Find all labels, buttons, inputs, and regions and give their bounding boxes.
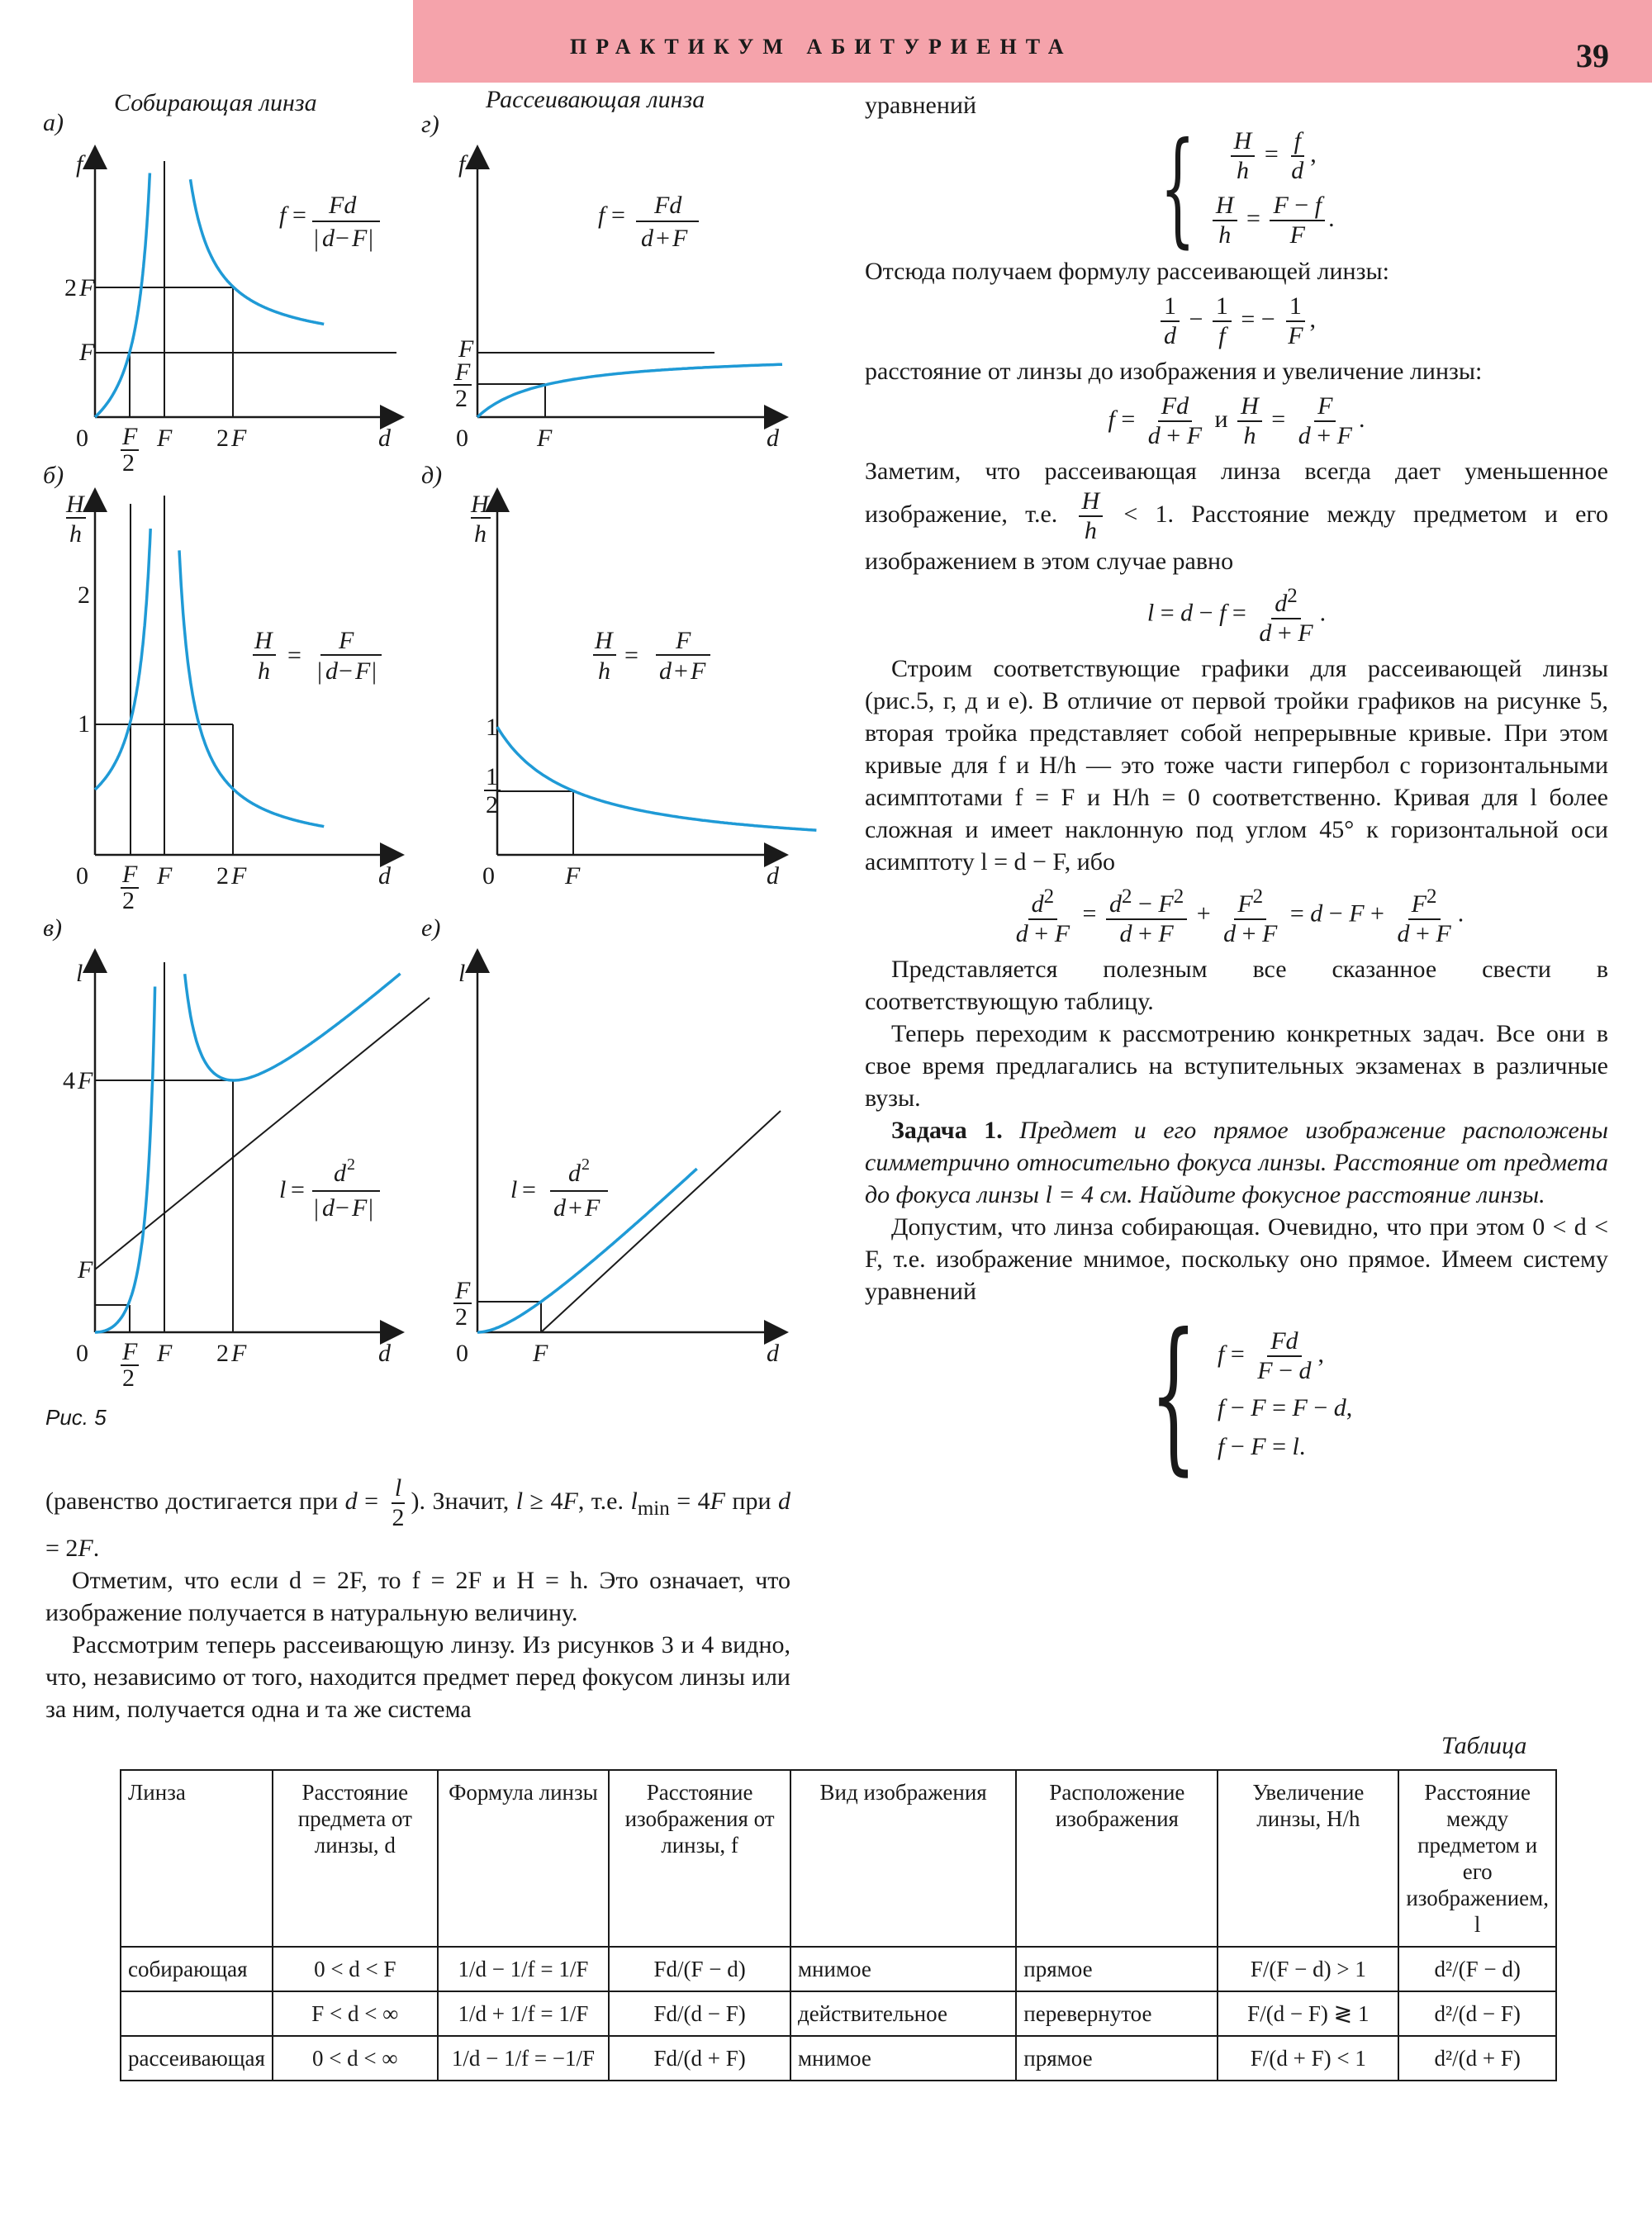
summary-table (120, 1769, 1557, 2081)
panel-g (421, 111, 782, 452)
curve-g (477, 364, 782, 417)
svg-text:2: 2 (216, 425, 229, 452)
svg-text:2: 2 (486, 791, 498, 819)
eq-system-task1: { f = $\frac{Fd}{F - d}$ , f − F = F − d, f − F = l. (1149, 1298, 1353, 1491)
svg-text:F: F (231, 425, 247, 452)
left-text (45, 1474, 790, 1725)
svg-text:F: F (157, 862, 173, 890)
svg-text:d: d (334, 1160, 346, 1187)
svg-text:|: | (368, 1194, 374, 1222)
svg-text:−: − (335, 1194, 349, 1222)
right-t1: уравнений (865, 92, 977, 119)
eq-f-and-magnification: f = $\frac{Fd}{d + F}$ и $\frac{H}{h}$ = $\frac{F}{d + F}$ . (1108, 392, 1365, 449)
panel-d (421, 462, 816, 890)
right-t8: Допустим, что линза собирающая. Очевидно, что при этом 0 < d < F, т.е. изображение мнимое, поскольку оно прямое. Имеем систему уравнений (865, 1213, 1608, 1305)
svg-text:d: d (325, 657, 338, 685)
svg-text:h: h (598, 657, 610, 685)
curve-v-left (95, 987, 155, 1333)
panel-b (43, 462, 396, 914)
svg-text:l: l (76, 960, 83, 987)
table-title: Таблица (1441, 1732, 1527, 1759)
svg-text:F: F (157, 1340, 173, 1367)
svg-text:F: F (455, 358, 471, 386)
svg-text:F: F (79, 339, 95, 366)
th-lens: Линза (121, 1770, 273, 1947)
svg-text:−: − (339, 657, 353, 685)
svg-text:F: F (352, 225, 368, 252)
page-number: 39 (1576, 37, 1609, 74)
svg-text:|: | (368, 225, 374, 252)
svg-text:l: l (458, 960, 466, 987)
curve-a-left (95, 173, 150, 418)
svg-text:d: d (659, 657, 672, 685)
svg-text:2: 2 (216, 1340, 229, 1367)
curve-d (497, 727, 816, 830)
panel-v-label: в) (43, 914, 63, 942)
curve-b-right (179, 550, 324, 826)
caption-diverging: Рассеивающая линза (486, 86, 705, 113)
svg-text:F: F (122, 861, 138, 888)
svg-text:2: 2 (78, 581, 90, 609)
svg-text:Fd: Fd (329, 192, 357, 219)
panel-e-label: е) (421, 914, 441, 942)
left-p2: Отметим, что если d = 2F, то f = 2F и H = h. Это означает, что изображение получается в натуральную величину. (45, 1567, 790, 1626)
right-t6: Представляется полезным все сказанное свести в соответствующую таблицу. (865, 956, 1608, 1015)
svg-text:+: + (656, 225, 670, 252)
svg-text:F: F (78, 1256, 93, 1284)
panel-g-label: г) (421, 111, 439, 138)
th-distance-l: Расстояние между предметом и его изображением, l (1398, 1770, 1556, 1947)
svg-text:F: F (339, 627, 354, 654)
svg-text:d: d (767, 862, 779, 890)
svg-text:1: 1 (486, 763, 498, 790)
svg-text:2: 2 (216, 862, 229, 890)
svg-text:2: 2 (347, 1155, 355, 1174)
eq-system-diverging: { $\frac{H}{h}$ = $\frac{f}{d}$ , $\frac{H}{h}$ = $\frac{F - f}{F}$ . (1160, 116, 1335, 260)
curve-v-right (185, 974, 401, 1080)
svg-text:H: H (66, 491, 84, 518)
svg-text:|: | (314, 225, 320, 252)
panel-b-label: б) (43, 462, 64, 489)
svg-text:H: H (471, 491, 489, 518)
svg-text:0: 0 (482, 862, 495, 890)
right-t3: расстояние от линзы до изображения и увеличение линзы: (865, 358, 1483, 385)
running-title: ПРАКТИКУМ АБИТУРИЕНТА (570, 35, 1073, 59)
svg-text:F: F (533, 1340, 548, 1367)
svg-text:F: F (691, 657, 706, 685)
svg-text:0: 0 (456, 425, 468, 452)
svg-text:F: F (122, 423, 138, 450)
svg-text:f: f (458, 150, 466, 178)
table-row: собирающая 0 < d < F 1/d − 1/f = 1/F Fd/(F − d) мнимое прямое F/(F − d) > 1 d²/(F − d) (121, 1947, 1556, 1991)
svg-text:F: F (122, 1338, 138, 1365)
svg-text:2: 2 (582, 1155, 590, 1174)
svg-text:d: d (568, 1160, 581, 1187)
table-row: рассеивающая 0 < d < ∞ 1/d − 1/f = −1/F Fd/(d + F) мнимое прямое F/(d + F) < 1 d²/(d + F) (121, 2036, 1556, 2081)
svg-text:F: F (565, 862, 581, 890)
svg-text:F: F (231, 862, 247, 890)
svg-text:|: | (314, 1194, 320, 1222)
svg-text:f: f (279, 202, 287, 229)
svg-text:2: 2 (455, 385, 468, 412)
svg-text:=: = (292, 202, 306, 229)
svg-text:F: F (455, 1277, 471, 1304)
svg-text:F: F (79, 274, 95, 301)
svg-text:2: 2 (122, 1364, 135, 1392)
svg-text:F: F (676, 627, 691, 654)
svg-text:+: + (674, 657, 688, 685)
svg-text:Fd: Fd (654, 192, 682, 219)
figure-label: Рис. 5 (45, 1405, 107, 1430)
svg-text:d: d (378, 425, 391, 452)
svg-text:l: l (279, 1176, 287, 1203)
svg-text:|: | (317, 657, 323, 685)
th-image-type: Вид изображения (790, 1770, 1016, 1947)
panel-d-label: д) (421, 462, 443, 489)
svg-text:|: | (372, 657, 377, 685)
right-t4: Заметим, что рассеивающая линза всегда дает уменьшенное изображение, т.е. $\frac{H}{h}$ < 1. Расстояние между предметом и его изображением в этом случае равно (865, 458, 1608, 575)
svg-text:d: d (767, 1340, 779, 1367)
eq-diverging-lens: $\frac{1}{d}$ − $\frac{1}{f}$ = − $\frac{1}{F}$ , (865, 292, 1608, 350)
svg-text:=: = (522, 1176, 536, 1203)
svg-text:d: d (641, 225, 653, 252)
svg-text:F: F (458, 335, 474, 363)
svg-text:0: 0 (76, 1340, 88, 1367)
table-header-row (121, 1770, 1556, 1947)
svg-text:d: d (767, 425, 779, 452)
svg-text:=: = (287, 642, 301, 669)
svg-text:+: + (568, 1194, 582, 1222)
svg-text:h: h (474, 520, 487, 548)
svg-text:4: 4 (63, 1067, 75, 1094)
svg-text:d: d (378, 862, 391, 890)
panel-v (43, 914, 430, 1392)
svg-text:d: d (553, 1194, 566, 1222)
th-object-distance: Расстояние предмета от линзы, d (273, 1770, 438, 1947)
svg-text:d: d (322, 225, 335, 252)
eq-l-diverging: l = d − f = $\frac{d^2}{d + F}$ . (865, 582, 1608, 648)
right-text (865, 89, 1608, 1491)
svg-text:2: 2 (64, 274, 77, 301)
th-image-distance: Расстояние изображения от линзы, f (609, 1770, 790, 1947)
svg-text:H: H (254, 627, 273, 654)
svg-text:f: f (76, 150, 83, 178)
panel-a-label: а) (43, 109, 64, 136)
svg-text:−: − (335, 225, 349, 252)
svg-text:1: 1 (78, 710, 90, 738)
left-p1: (равенство достигается при d = $\frac{l}{2}$ ). Значит, l ≥ 4F, т.е. $l_{min} = 4F$ при d = 2F. (45, 1474, 791, 1562)
svg-text:d: d (378, 1340, 391, 1367)
svg-text:F: F (78, 1067, 93, 1094)
right-t5: Строим соответствующие графики для рассеивающей линзы (рис.5, г, д и е). В отличие от первой тройки графиков на рисунке 5, вторая тройка представляет собой непрерывные кривые. При этом кривые для f и H/h — это тоже части гипербол с горизонтальными асимптотами f = F и H/h = 0 соответственно. Кривая для l более сложная и имеет наклонную под углом 45° к горизонтальной оси асимптоту l = d − F, ибо (865, 655, 1608, 875)
curve-b-left (95, 529, 150, 790)
svg-text:d: d (322, 1194, 335, 1222)
svg-text:=: = (611, 202, 625, 229)
svg-text:h: h (69, 520, 82, 548)
svg-text:=: = (624, 642, 638, 669)
svg-text:H: H (595, 627, 613, 654)
svg-text:F: F (231, 1340, 247, 1367)
svg-text:2: 2 (455, 1303, 468, 1331)
svg-text:0: 0 (76, 862, 88, 890)
figure-5 (0, 78, 826, 1433)
th-formula: Формула линзы (438, 1770, 610, 1947)
eq-asymptote: $\frac{d^2}{d + F}$ = $\frac{d^2 - F^2}{d + F}$ + $\frac{F^2}{d + F}$ = d − F + $\frac{F^2}{d + F}$ . (865, 883, 1608, 948)
svg-text:2: 2 (122, 887, 135, 914)
svg-text:F: F (352, 1194, 368, 1222)
svg-text:1: 1 (486, 714, 498, 741)
svg-text:0: 0 (76, 425, 88, 452)
svg-text:h: h (258, 657, 270, 685)
svg-text:F: F (537, 425, 553, 452)
svg-text:f: f (598, 202, 605, 229)
caption-converging: Собирающая линза (114, 89, 317, 116)
svg-text:0: 0 (456, 1340, 468, 1367)
table-row: F < d < ∞ 1/d + 1/f = 1/F Fd/(d − F) действительное перевернутое F/(d − F) ≷ 1 d²/(d − F) (121, 1991, 1556, 2036)
th-image-position: Расположение изображения (1016, 1770, 1218, 1947)
panel-e (421, 914, 781, 1367)
right-t2: Отсюда получаем формулу рассеивающей линзы: (865, 258, 1389, 285)
svg-text:l: l (510, 1176, 518, 1203)
left-p3: Рассмотрим теперь рассеивающую линзу. Из рисунков 3 и 4 видно, что, независимо от того, находится предмет перед фокусом линзы или за ним, получается одна и та же система (45, 1631, 790, 1723)
svg-text:2: 2 (122, 449, 135, 477)
svg-text:F: F (585, 1194, 601, 1222)
panel-a (43, 109, 396, 477)
th-magnification: Увеличение линзы, H/h (1218, 1770, 1398, 1947)
svg-text:F: F (157, 425, 173, 452)
svg-text:=: = (291, 1176, 305, 1203)
task-1: Задача 1. Предмет и его прямое изображение расположены симметрично относительно фокуса линзы. Расстояние от предмета до фокуса линзы l = 4 см. Найдите фокусное расстояние линзы. (865, 1117, 1608, 1208)
svg-text:F: F (672, 225, 688, 252)
svg-text:F: F (355, 657, 371, 685)
right-t7: Теперь переходим к рассмотрению конкретных задач. Все они в свое время предлагались на вступительных экзаменах в различные вузы. (865, 1020, 1608, 1112)
